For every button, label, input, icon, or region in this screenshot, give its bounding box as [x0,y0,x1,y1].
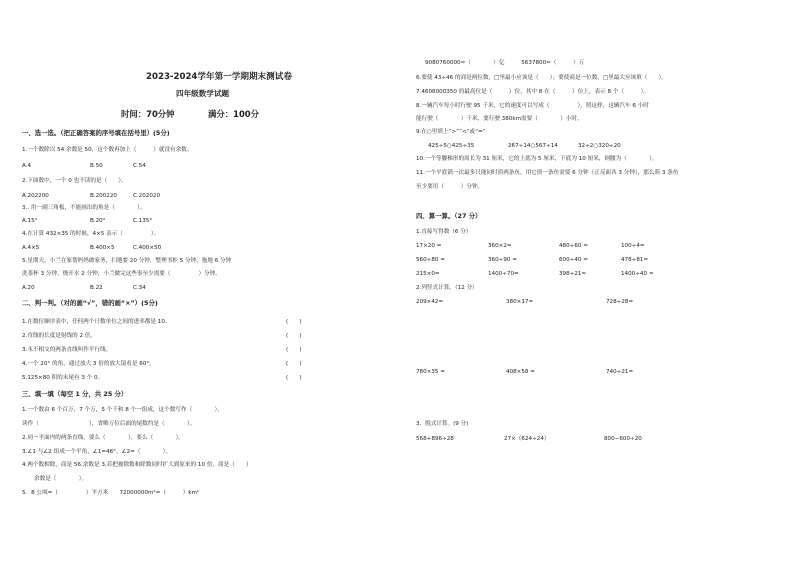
section1-heading: 一、选一选。（把正确答案的序号填在括号里）(5分) [22,129,170,137]
oral-r1-c4: 100÷4= [621,243,645,249]
oral-r3-c4: 1400÷40 = [621,271,654,277]
section2-heading: 二、判一判。（对的画“√”，错的画“×”）(5分) [22,299,158,307]
r-q7: 7.4608000350 的最高位是（ ）位，其中 8 在（ ）位上，表示 8 个（ ）。 [416,89,650,95]
vertical-r2-c1: 780×35 = [416,369,445,375]
s2-paren-3: ( ) [286,347,302,353]
time-label: 时间：70分钟 [121,109,175,119]
s1-q2-opt-b: B.200220 [90,193,117,199]
s3-q4-line1: 4.两个数相除，商是 56,余数是 3,若把被除数和除数同时扩大到原来的 10 倍，商是（ ） [22,462,252,468]
s1-q5-opt-b: B.22 [90,285,103,291]
oral-r3-c1: 215×0= [416,271,440,277]
oral-r2-c1: 560÷80 = [416,257,445,263]
exam-title: 2023-2024学年第一学期期末测试卷 [146,72,292,82]
s1-q1: 1.一个数除以 54 余数是 50，这个数再加上（ ）就没有余数。 [22,147,193,153]
r-q6: 6.要使 43÷46 的商是两位数，□里最小应该是（ ）；要使商是一位数，□里最大应该填（ ）。 [416,75,667,81]
exam-subtitle: 四年级数学试题 [176,89,230,98]
s4-p1-label: 1.直接写得数（6 分） [416,229,472,235]
s3-q3: 3.∠1 与∠2 组成一个平角，∠1=46°，∠2=（ ）。 [22,449,172,455]
oral-r1-c1: 17×20 = [416,243,442,249]
s1-q1-opt-c: C.54 [133,163,146,169]
s2-item-2: 2.直线的长度是射线的 2 倍。 [22,333,96,339]
oral-r1-c3: 480÷60 = [559,243,588,249]
s2-paren-2: ( ) [286,333,302,339]
s4-p2-label: 2.列竖式计算。（12 分） [416,285,478,291]
s1-q5-line2: 洗茶杯 3 分钟，烧开水 2 分钟，小兰做完这些事至少需要（ ）分钟。 [22,271,221,277]
s1-q5-line1: 5.星期天，小兰在家帮妈妈做家务，扫地要 20 分钟，整理书柜 5 分钟，拖地 6 分钟 [22,258,232,264]
s1-q5-opt-a: A.20 [22,285,35,291]
r-q9-item-3: 32÷2○320÷20 [578,143,621,149]
s3-q2: 2.同一平面内的两条直线，要么（ ），要么（ ）。 [22,435,184,441]
r-q10: 10.一个等腰梯形的周长为 31 厘米，它的上底为 5 厘米，下底为 10 厘米，则腰为（ ）。 [416,156,658,162]
s2-item-5: 5.125×80 积的末尾有 3 个 0。 [22,375,104,381]
s2-paren-1: ( ) [286,319,302,325]
s2-item-3: 3.永不相交的两条直线叫作平行线。 [22,347,112,353]
r-q9: 9.在○里填上“>”“<”或“=” [416,129,486,135]
oral-r2-c2: 360÷90 = [488,257,517,263]
oral-r2-c4: 478÷81≈ [621,257,649,263]
vertical-r2-c2: 408×58 = [506,369,535,375]
s1-q3-opt-a: A.15° [22,218,38,224]
mixed-c3: 800−600÷20 [604,436,642,442]
oral-r1-c2: 360×2= [488,243,512,249]
s2-item-1: 1.在数位顺序表中，任何两个计数单位之间的进率都是 10。 [22,319,171,325]
s4-p3-label: 3．脱式计算。(9 分) [416,421,469,427]
r-q5: 9080760000≈（ ）亿 5637800≈（ ）万 [425,60,585,66]
s1-q1-opt-b: B.50 [90,163,103,169]
r-q9-item-1: 425÷5○425÷35 [428,143,475,149]
r-q11-line1: 11.一个平底锅一次最多只能同时煎两条鱼，用它煎一条鱼需要 6 分钟（正反面各 3 分钟），那么煎 3 条鱼 [416,170,679,176]
s1-q2-opt-c: C.202020 [133,193,161,199]
oral-r3-c2: 1400÷70= [488,271,519,277]
score-label: 满分：100分 [208,109,259,119]
s1-q4-opt-a: A.4×5 [22,245,40,251]
s3-q4-line2: 余数是（ ）。 [34,476,88,482]
s1-q5-opt-c: C.34 [133,285,146,291]
s1-q2: 2.下面数中，一个 0 也不读的是（ ）。 [22,178,127,184]
r-q11-line2: 至少要用（ ）分钟。 [416,184,484,190]
oral-r2-c3: 600÷40 = [559,257,588,263]
s1-q4-opt-c: C.400×50 [133,245,162,251]
mixed-c1: 568+896÷28 [416,436,454,442]
oral-r3-c3: 398÷21≈ [559,271,587,277]
s1-q1-opt-a: A.4 [22,163,32,169]
mixed-c2: 27×（624÷24） [504,436,550,442]
s1-q2-opt-a: A.202200 [22,193,49,199]
s3-q1-line1: 1.一个数由 6 个百万，7 个万，5 个千和 8 个一组成，这个数写作（ ）， [22,407,223,413]
r-q8-line2: 能行驶（ ）千米，要行驶 380km需要（ ）小时。 [416,116,583,122]
s1-q3: 3.. 用一副三角板，不能画出的角是（ ）。 [22,205,146,211]
s1-q3-opt-c: C.135° [133,218,153,224]
vertical-r1-c3: 728÷28= [606,299,634,305]
section3-heading: 三、填一填（每空 1 分，共 25 分） [22,390,128,398]
vertical-r1-c2: 380×17= [506,299,534,305]
s2-paren-5: ( ) [286,375,302,381]
section4-heading: 四、算一算。（27 分） [416,212,482,220]
r-q8-line1: 8.一辆汽车每小时行驶 95 千米，它的速度可以写成（ ），照这样，这辆汽车 6 小时 [416,103,649,109]
s2-item-4: 4.一个 20° 的角，通过放大 3 倍的放大镜看是 60°。 [22,361,155,367]
r-q9-item-2: 267÷14○567÷14 [508,143,558,149]
s3-q5: 5．8 公顷=（ ）平方米 72000000m²=（ ）km² [22,490,200,496]
s3-q1-line2: 读作（ ），省略万位后面的尾数约是（ ）。 [22,421,196,427]
s1-q3-opt-b: B.20° [90,218,106,224]
vertical-r1-c1: 209×42= [416,299,444,305]
vertical-r2-c3: 740÷21= [606,369,634,375]
s1-q4: 4.在计算 432×35 的时候，4×5 表示（ ）。 [22,231,160,237]
s1-q4-opt-b: B.400×5 [90,245,115,251]
s2-paren-4: ( ) [286,361,302,367]
